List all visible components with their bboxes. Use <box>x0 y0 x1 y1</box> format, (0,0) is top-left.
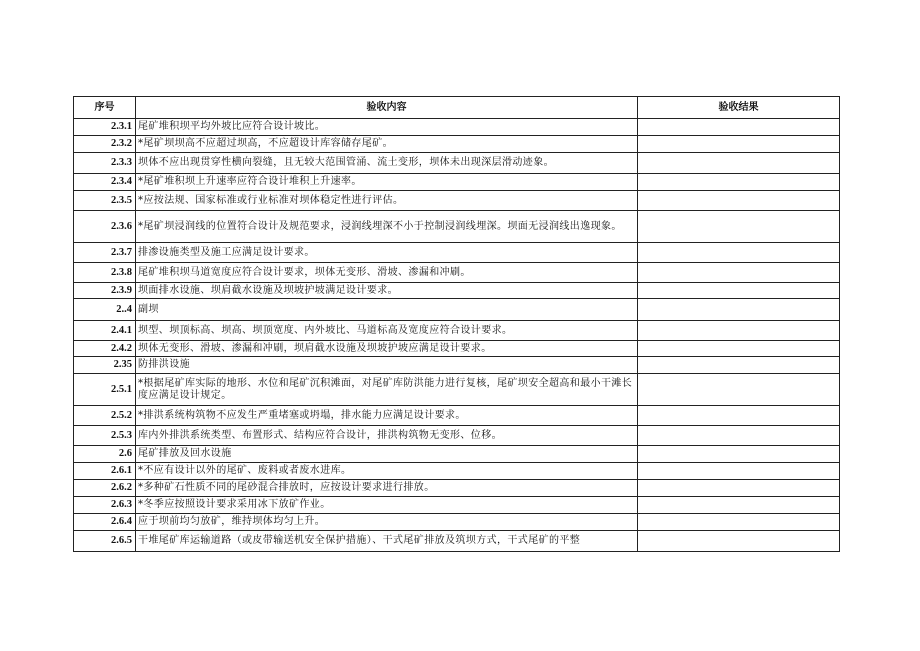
row-content: *不应有设计以外的尾矿、废料或者废水进库。 <box>136 463 638 480</box>
row-result-cell[interactable] <box>638 321 840 341</box>
row-number: 2.5.2 <box>74 406 136 426</box>
table-row <box>74 406 840 426</box>
table-header-row <box>74 97 840 119</box>
row-result-cell[interactable] <box>638 153 840 174</box>
row-result-cell[interactable] <box>638 463 840 480</box>
table-row <box>74 531 840 552</box>
row-number: 2..4 <box>74 299 136 321</box>
row-result-cell[interactable] <box>638 174 840 191</box>
row-content: 坝体无变形、滑坡、渗漏和冲刷，坝肩截水设施及坝坡护坡应满足设计要求。 <box>136 341 638 357</box>
row-number: 2.3.1 <box>74 119 136 136</box>
row-content: *根据尾矿库实际的地形、水位和尾矿沉积滩面，对尾矿库防洪能力进行复核，尾矿坝安全超高和最小干滩长度应满足设计规定。 <box>136 374 638 406</box>
table-row <box>74 514 840 531</box>
row-number: 2.3.5 <box>74 191 136 211</box>
table-row <box>74 263 840 283</box>
row-content: *尾矿堆积坝上升速率应符合设计堆积上升速率。 <box>136 174 638 191</box>
row-number: 2.3.6 <box>74 211 136 243</box>
row-result-cell[interactable] <box>638 426 840 446</box>
table-row <box>74 357 840 374</box>
row-content: 坝型、坝顶标高、坝高、坝顶宽度、内外坡比、马道标高及宽度应符合设计要求。 <box>136 321 638 341</box>
header-acceptance-content: 验收内容 <box>136 97 638 119</box>
row-content: 应于坝前均匀放矿，维持坝体均匀上升。 <box>136 514 638 531</box>
row-content: *应按法规、国家标准或行业标准对坝体稳定性进行评估。 <box>136 191 638 211</box>
table-row <box>74 497 840 514</box>
row-number: 2.4.1 <box>74 321 136 341</box>
row-number: 2.6.1 <box>74 463 136 480</box>
row-number: 2.3.2 <box>74 136 136 153</box>
row-number: 2.6.4 <box>74 514 136 531</box>
row-number: 2.3.8 <box>74 263 136 283</box>
row-result-cell[interactable] <box>638 263 840 283</box>
table-row <box>74 174 840 191</box>
row-number: 2.6.5 <box>74 531 136 552</box>
row-content: *冬季应按照设计要求采用冰下放矿作业。 <box>136 497 638 514</box>
row-result-cell[interactable] <box>638 497 840 514</box>
row-number: 2.6.2 <box>74 480 136 497</box>
row-result-cell[interactable] <box>638 514 840 531</box>
row-content: *多种矿石性质不同的尾砂混合排放时，应按设计要求进行排放。 <box>136 480 638 497</box>
row-content: *尾矿坝坝高不应超过坝高，不应超设计库容储存尾矿。 <box>136 136 638 153</box>
row-result-cell[interactable] <box>638 480 840 497</box>
row-result-cell[interactable] <box>638 531 840 552</box>
row-content: 副坝 <box>136 299 638 321</box>
table-row <box>74 153 840 174</box>
row-result-cell[interactable] <box>638 299 840 321</box>
row-result-cell[interactable] <box>638 341 840 357</box>
table-row <box>74 243 840 263</box>
row-content: 库内外排洪系统类型、布置形式、结构应符合设计，排洪构筑物无变形、位移。 <box>136 426 638 446</box>
row-result-cell[interactable] <box>638 406 840 426</box>
table-row <box>74 341 840 357</box>
table-row <box>74 480 840 497</box>
table-row <box>74 136 840 153</box>
row-content: 干堆尾矿库运输道路（或皮带输送机安全保护措施）、干式尾矿排放及筑坝方式，干式尾矿的平整 <box>136 531 638 552</box>
header-serial-number: 序号 <box>74 97 136 119</box>
table-row <box>74 426 840 446</box>
table-row <box>74 283 840 299</box>
table-row <box>74 374 840 406</box>
table-row <box>74 119 840 136</box>
row-number: 2.35 <box>74 357 136 374</box>
row-content: 尾矿排放及回水设施 <box>136 446 638 463</box>
table-row <box>74 463 840 480</box>
row-result-cell[interactable] <box>638 357 840 374</box>
table-row <box>74 191 840 211</box>
row-number: 2.6.3 <box>74 497 136 514</box>
row-result-cell[interactable] <box>638 136 840 153</box>
row-content: 尾矿堆积坝马道宽度应符合设计要求，坝体无变形、滑坡、渗漏和冲刷。 <box>136 263 638 283</box>
row-result-cell[interactable] <box>638 191 840 211</box>
row-number: 2.5.3 <box>74 426 136 446</box>
acceptance-table <box>73 96 840 552</box>
row-number: 2.5.1 <box>74 374 136 406</box>
row-result-cell[interactable] <box>638 243 840 263</box>
row-result-cell[interactable] <box>638 446 840 463</box>
row-content: 防排洪设施 <box>136 357 638 374</box>
table-row <box>74 321 840 341</box>
table-row <box>74 211 840 243</box>
header-acceptance-result: 验收结果 <box>638 97 840 119</box>
row-number: 2.3.3 <box>74 153 136 174</box>
row-content: 排渗设施类型及施工应满足设计要求。 <box>136 243 638 263</box>
row-number: 2.4.2 <box>74 341 136 357</box>
row-result-cell[interactable] <box>638 119 840 136</box>
row-result-cell[interactable] <box>638 211 840 243</box>
row-result-cell[interactable] <box>638 283 840 299</box>
row-content: 坝体不应出现贯穿性横向裂缝，且无较大范围管涌、流土变形，坝体未出现深层滑动迹象。 <box>136 153 638 174</box>
row-content: *尾矿坝浸润线的位置符合设计及规范要求，浸润线埋深不小于控制浸润线埋深。坝面无浸润线出逸现象。 <box>136 211 638 243</box>
row-result-cell[interactable] <box>638 374 840 406</box>
row-number: 2.6 <box>74 446 136 463</box>
table-row <box>74 299 840 321</box>
table-row <box>74 446 840 463</box>
row-content: *排洪系统构筑物不应发生严重堵塞或坍塌，排水能力应满足设计要求。 <box>136 406 638 426</box>
row-number: 2.3.7 <box>74 243 136 263</box>
row-content: 坝面排水设施、坝肩截水设施及坝坡护坡满足设计要求。 <box>136 283 638 299</box>
row-number: 2.3.9 <box>74 283 136 299</box>
row-number: 2.3.4 <box>74 174 136 191</box>
row-content: 尾矿堆积坝平均外坡比应符合设计坡比。 <box>136 119 638 136</box>
